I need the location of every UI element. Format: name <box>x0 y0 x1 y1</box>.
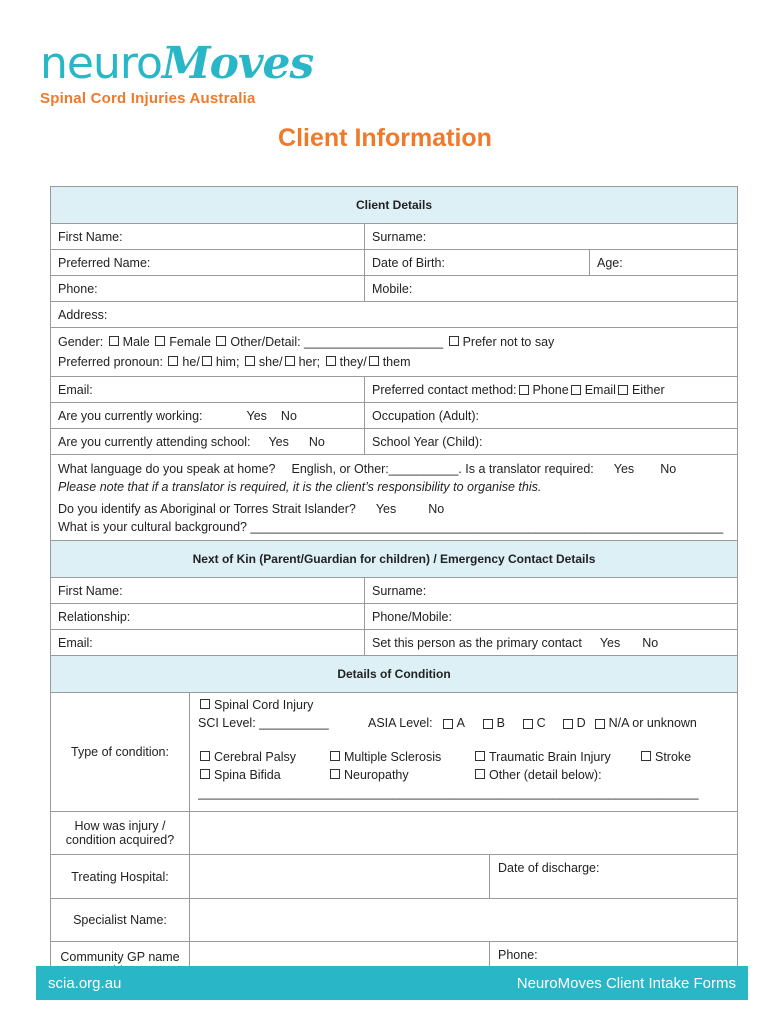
school-no[interactable]: No <box>308 434 325 449</box>
occupation-field[interactable]: Occupation (Adult): <box>364 403 737 428</box>
checkbox-them[interactable] <box>369 356 379 366</box>
checkbox-asia-na[interactable] <box>595 719 605 729</box>
kin-surname-field[interactable]: Surname: <box>364 578 737 603</box>
row-preferred <box>51 250 737 276</box>
logo-subtitle: Spinal Cord Injuries Australia <box>40 90 256 107</box>
row-hospital <box>51 855 737 899</box>
surname-field[interactable]: Surname: <box>364 224 737 249</box>
checkbox-other-condition[interactable] <box>475 769 485 779</box>
specialist-label: Specialist Name: <box>51 899 190 941</box>
row-specialist <box>51 899 737 942</box>
row-how-acquired <box>51 812 737 855</box>
checkbox-her[interactable] <box>285 356 295 366</box>
cultural-background-field[interactable]: What is your cultural background? ____________________________________________________________________ <box>58 520 724 534</box>
kin-phone-field[interactable]: Phone/Mobile: <box>364 604 737 629</box>
page-title: Client Information <box>278 124 492 152</box>
gp-label: Community GP name <box>51 942 190 986</box>
row-address <box>51 302 737 328</box>
checkbox-contact-email[interactable] <box>571 385 581 395</box>
row-phone <box>51 276 737 302</box>
working-no[interactable]: No <box>280 408 297 423</box>
translator-yes[interactable]: Yes <box>613 462 635 476</box>
checkbox-asia-b[interactable] <box>483 719 493 729</box>
checkbox-female[interactable] <box>155 336 165 346</box>
row-gender <box>51 328 737 377</box>
checkbox-asia-c[interactable] <box>523 719 533 729</box>
primary-yes[interactable]: Yes <box>599 635 621 650</box>
translator-no[interactable]: No <box>660 462 677 476</box>
logo-wordmark: neuroMoves <box>40 38 314 89</box>
aboriginal-yes[interactable]: Yes <box>375 502 397 516</box>
how-acquired-field[interactable] <box>190 812 737 854</box>
specialist-field[interactable] <box>190 899 737 941</box>
email-field[interactable]: Email: <box>58 382 93 397</box>
gp-phone-field[interactable]: Phone: <box>498 948 538 962</box>
pronoun-label: Preferred pronoun: <box>58 355 163 369</box>
primary-contact-question: Set this person as the primary contact Yes No <box>364 630 737 655</box>
row-email <box>51 377 737 403</box>
checkbox-ms[interactable] <box>330 751 340 761</box>
client-form <box>50 186 738 987</box>
condition-type-label: Type of condition: <box>51 693 190 811</box>
row-school <box>51 429 737 455</box>
working-yes[interactable]: Yes <box>246 408 267 423</box>
contact-method: Preferred contact method: Phone Email Either <box>364 377 737 402</box>
checkbox-tbi[interactable] <box>475 751 485 761</box>
checkbox-asia-a[interactable] <box>443 719 453 729</box>
checkbox-asia-d[interactable] <box>563 719 573 729</box>
checkbox-other[interactable] <box>216 336 226 346</box>
section-condition: Details of Condition <box>51 656 737 693</box>
preferred-name-field[interactable]: Preferred Name: <box>58 255 151 270</box>
section-client-details: Client Details <box>51 187 737 224</box>
first-name-field[interactable]: First Name: <box>58 229 123 244</box>
logo <box>40 38 314 107</box>
working-question: Are you currently working: Yes No <box>58 408 297 423</box>
primary-no[interactable]: No <box>642 635 659 650</box>
sci-level-field[interactable]: SCI Level: __________ <box>198 716 329 730</box>
aboriginal-no[interactable]: No <box>428 502 445 516</box>
checkbox-him[interactable] <box>202 356 212 366</box>
hospital-field[interactable] <box>190 855 490 898</box>
discharge-field[interactable]: Date of discharge: <box>498 861 600 875</box>
dob-field[interactable]: Date of Birth: <box>364 250 589 275</box>
language-block: What language do you speak at home? English, or Other:__________. Is a translator required: Yes No Please note that if a translator is required, it is the client’s responsibility to organise this. Do you identify as Aboriginal or Torres Strait Islander? Yes No What is your cultural background? ____________________________________________________________________ <box>51 455 737 540</box>
section-next-of-kin: Next of Kin (Parent/Guardian for children) / Emergency Contact Details <box>51 541 737 578</box>
checkbox-contact-phone[interactable] <box>519 385 529 395</box>
gender-label: Gender: <box>58 335 104 349</box>
school-year-field[interactable]: School Year (Child): <box>364 429 737 454</box>
kin-first-name-field[interactable]: First Name: <box>58 583 123 598</box>
gender-block: Gender: Male Female Other/Detail: ____________________ Prefer not to say Preferred pronoun: he/ him; she/ her; they/ them <box>58 335 555 369</box>
checkbox-prefer-not[interactable] <box>449 336 459 346</box>
condition-options: Spinal Cord Injury SCI Level: __________ ASIA Level: A B C D N/A or unknown Cerebral Palsy Multiple Sclerosis Traumatic Brain Injury Stroke Spina Bifida Neuropathy Other (detail below): ________________________________________________________________________ <box>190 693 737 811</box>
other-condition-field[interactable]: ________________________________________________________________________ <box>198 786 699 800</box>
checkbox-she[interactable] <box>245 356 255 366</box>
row-kin-email <box>51 630 737 656</box>
checkbox-spina-bifida[interactable] <box>200 769 210 779</box>
phone-field[interactable]: Phone: <box>58 281 98 296</box>
row-kin-relationship <box>51 604 737 630</box>
mobile-field[interactable]: Mobile: <box>364 276 737 301</box>
hospital-label: Treating Hospital: <box>51 855 190 898</box>
row-name <box>51 224 737 250</box>
checkbox-he[interactable] <box>168 356 178 366</box>
row-condition-type <box>51 693 737 812</box>
kin-relationship-field[interactable]: Relationship: <box>58 609 131 624</box>
row-working <box>51 403 737 429</box>
checkbox-they[interactable] <box>326 356 336 366</box>
footer-form-name: NeuroMoves Client Intake Forms <box>516 974 736 992</box>
how-acquired-label: How was injury / condition acquired? <box>51 812 190 854</box>
address-field[interactable]: Address: <box>58 307 108 322</box>
translator-note: Please note that if a translator is required, it is the client’s responsibility to organise this. <box>58 480 542 494</box>
checkbox-male[interactable] <box>109 336 119 346</box>
checkbox-contact-either[interactable] <box>618 385 628 395</box>
language-other-field[interactable]: English, or Other:__________. Is a translator required: <box>291 462 594 476</box>
checkbox-sci[interactable] <box>200 699 210 709</box>
row-language <box>51 455 737 541</box>
footer-bar <box>36 966 748 1000</box>
checkbox-cerebral-palsy[interactable] <box>200 751 210 761</box>
row-kin-name <box>51 578 737 604</box>
footer-website-link[interactable]: scia.org.au <box>48 974 122 992</box>
kin-email-field[interactable]: Email: <box>58 635 93 650</box>
school-question: Are you currently attending school: Yes No <box>58 434 325 449</box>
school-yes[interactable]: Yes <box>268 434 289 449</box>
checkbox-stroke[interactable] <box>641 751 651 761</box>
age-field[interactable]: Age: <box>589 250 737 275</box>
checkbox-neuropathy[interactable] <box>330 769 340 779</box>
